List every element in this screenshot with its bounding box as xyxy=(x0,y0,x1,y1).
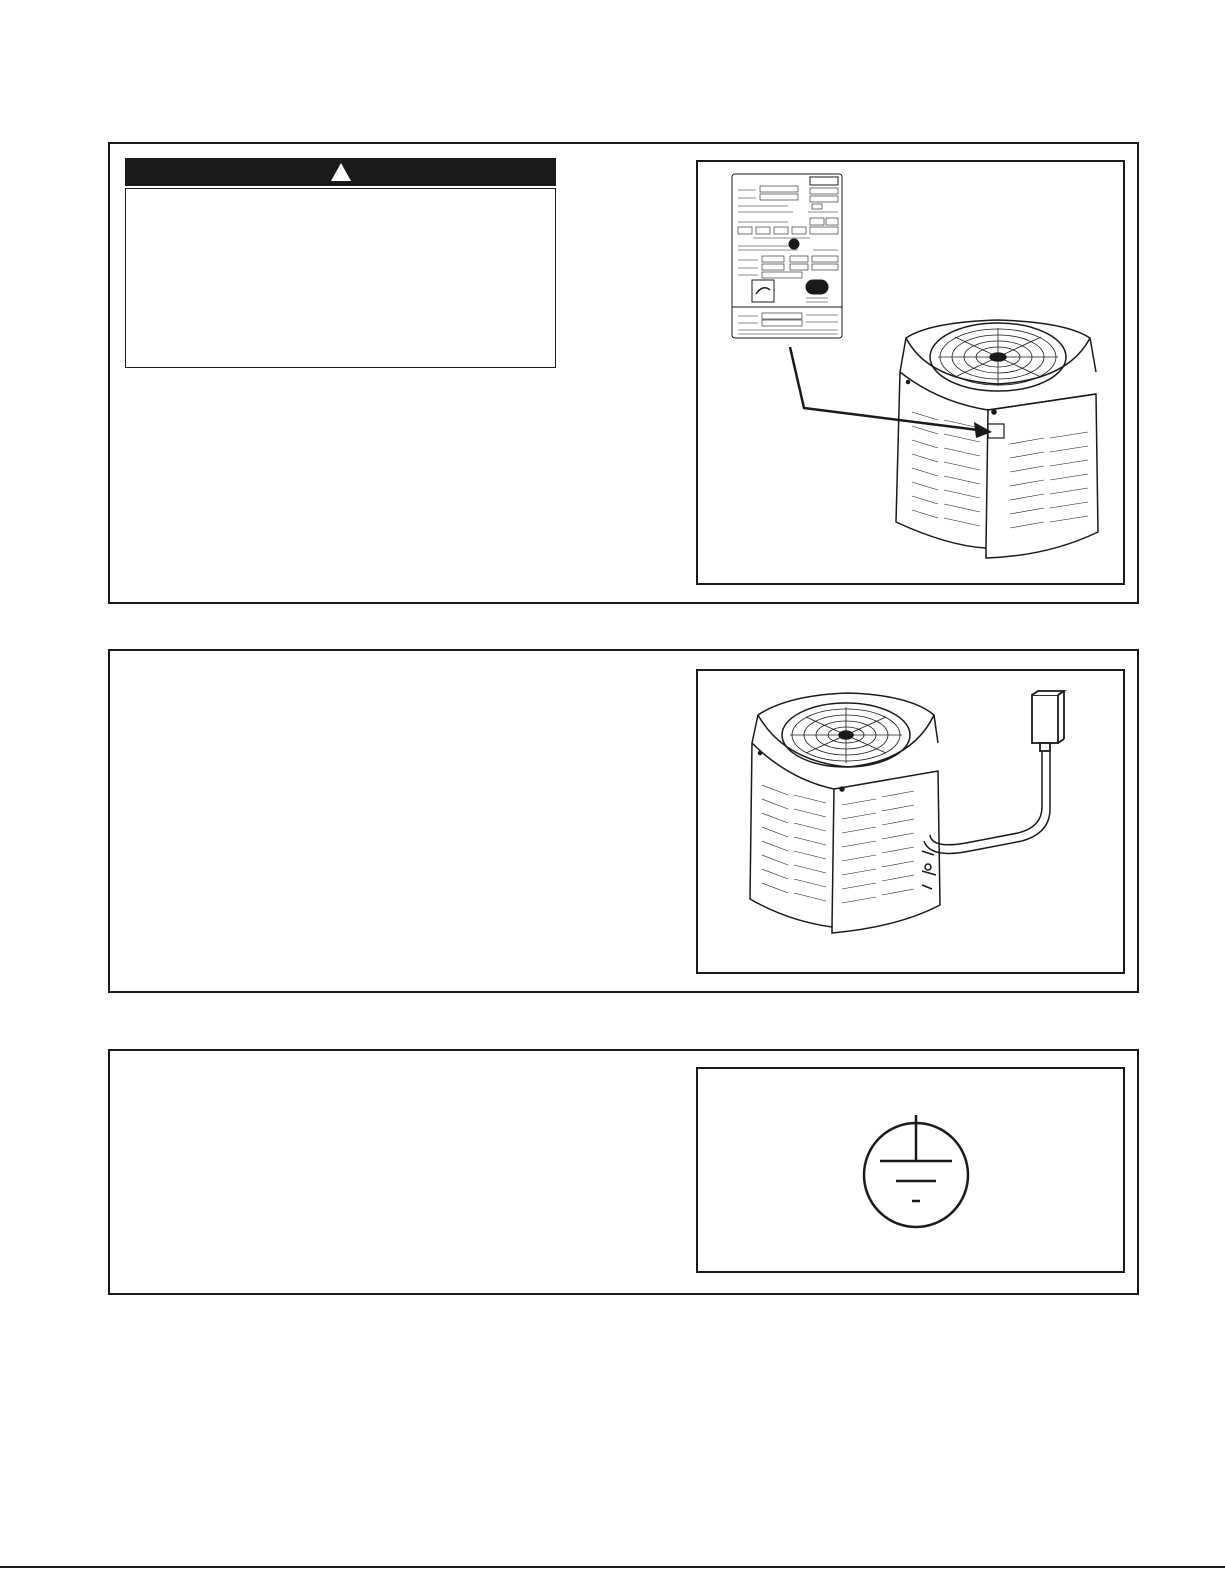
section-panel-disconnect xyxy=(108,649,1139,993)
page-footer-rule xyxy=(0,1566,1225,1568)
warning-triangle-icon xyxy=(330,162,352,182)
condenser-unit-with-nameplate-callout-icon xyxy=(698,162,1123,583)
condenser-unit-icon xyxy=(750,693,940,933)
section-panel-warning-nameplate xyxy=(108,142,1139,604)
ground-circle-icon xyxy=(864,1115,968,1227)
disconnect-box-icon xyxy=(1032,691,1064,751)
protective-earth-ground-symbol-icon xyxy=(698,1069,1123,1271)
condenser-coil-fins-icon xyxy=(912,412,1088,528)
condenser-unit-with-disconnect-box-icon xyxy=(698,671,1123,972)
warning-callout xyxy=(125,158,556,368)
ground-symbol-figure xyxy=(696,1067,1125,1273)
nameplate-location-figure xyxy=(696,160,1125,585)
callout-arrow-icon xyxy=(790,347,992,438)
disconnect-figure xyxy=(696,669,1125,974)
condenser-unit-icon xyxy=(896,320,1098,558)
nameplate-label-icon xyxy=(732,174,842,338)
warning-header-bar xyxy=(125,158,556,186)
conduit-whip-icon xyxy=(924,751,1050,853)
warning-body xyxy=(125,188,556,368)
section-panel-grounding xyxy=(108,1049,1139,1295)
condenser-coil-fins-icon xyxy=(762,785,914,903)
